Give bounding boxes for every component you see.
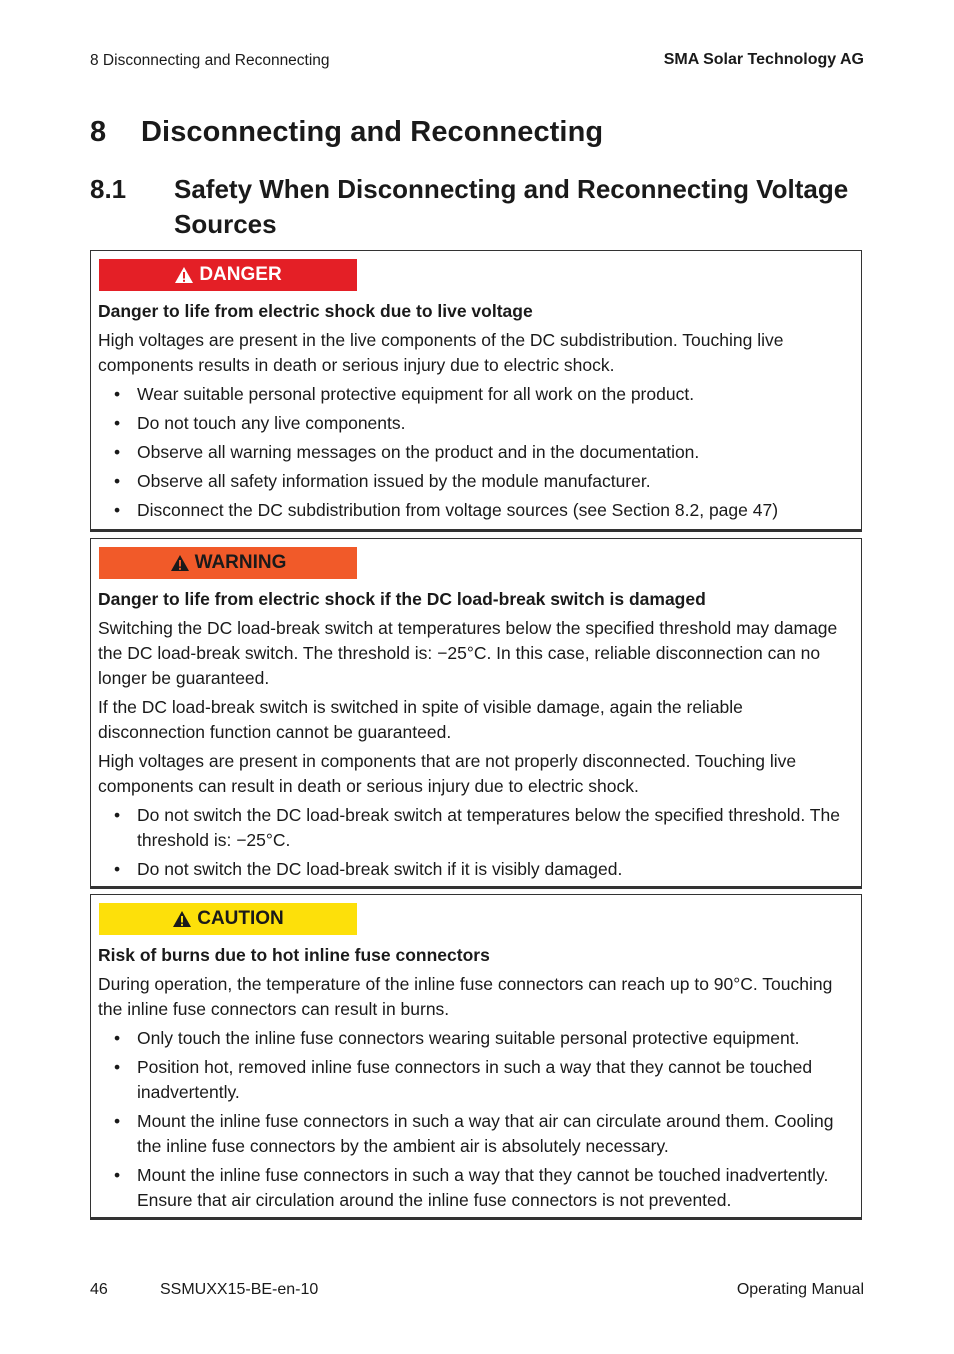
danger-paragraph: High voltages are present in the live components of the DC subdistribution. Touching live components results in death or serious injury due to electric shock. — [98, 330, 784, 375]
warning-title: Danger to life from electric shock if the DC load-break switch is damaged — [98, 589, 706, 609]
danger-title: Danger to life from electric shock due to live voltage — [98, 301, 533, 321]
chapter-heading — [90, 116, 603, 149]
section-number: 8.1 — [90, 174, 127, 204]
list-item: • Observe all safety information issued by the module manufacturer. — [98, 469, 851, 494]
running-header-section: 8 Disconnecting and Reconnecting — [90, 52, 330, 69]
warning-badge — [99, 547, 357, 579]
chapter-title: Disconnecting and Reconnecting — [141, 116, 604, 148]
list-item: • Do not switch the DC load-break switch if it is visibly damaged. — [98, 857, 851, 882]
warning-triangle-icon — [174, 266, 194, 284]
warning-triangle-icon — [172, 910, 192, 928]
running-header-company: SMA Solar Technology AG — [663, 51, 864, 68]
warning-paragraph: If the DC load-break switch is switched in spite of visible damage, again the reliable disconnection function cannot be guaranteed. — [98, 697, 743, 742]
list-item: • Disconnect the DC subdistribution from voltage sources (see Section 8.2, page 47) — [98, 498, 851, 523]
caution-title: Risk of burns due to hot inline fuse connectors — [98, 945, 490, 965]
document-id: SSMUXX15-BE-en-10 — [160, 1281, 319, 1298]
caution-label: CAUTION — [197, 908, 284, 929]
warning-list — [98, 803, 851, 882]
list-item: • Do not switch the DC load-break switch at temperatures below the specified threshold. The threshold is: −25°C. — [98, 803, 851, 853]
list-item: • Mount the inline fuse connectors in such a way that they cannot be touched inadvertently. Ensure that air circulation around the inline fuse connectors is not prevented. — [98, 1163, 851, 1213]
danger-notice — [90, 250, 862, 530]
list-item: • Do not touch any live components. — [98, 411, 851, 436]
list-item: • Mount the inline fuse connectors in such a way that air can circulate around them. Cooling the inline fuse connectors by the ambient air is absolutely necessary. — [98, 1109, 851, 1159]
section-heading — [90, 172, 870, 242]
danger-badge — [99, 259, 357, 291]
danger-list — [98, 382, 851, 523]
chapter-number: 8 — [90, 116, 107, 148]
caution-badge — [99, 903, 357, 935]
warning-notice — [90, 538, 862, 887]
caution-paragraph: During operation, the temperature of the inline fuse connectors can reach up to 90°C. Touching the inline fuse connectors can result in burns. — [98, 974, 833, 1019]
caution-list — [98, 1026, 851, 1213]
page-number: 46 — [90, 1281, 108, 1298]
section-title: Safety When Disconnecting and Reconnecting Voltage Sources — [174, 174, 849, 239]
warning-paragraph: High voltages are present in components that are not properly disconnected. Touching live components can result in death or serious injury due to electric shock. — [98, 751, 797, 796]
warning-triangle-icon — [170, 554, 190, 572]
list-item: • Wear suitable personal protective equipment for all work on the product. — [98, 382, 851, 407]
warning-paragraph: Switching the DC load-break switch at temperatures below the specified threshold may damage the DC load-break switch. The threshold is: −25°C. In this case, reliable disconnection can no longer be guaranteed. — [98, 618, 838, 688]
warning-label: WARNING — [194, 552, 287, 573]
list-item: • Position hot, removed inline fuse connectors in such a way that they cannot be touched inadvertently. — [98, 1055, 851, 1105]
manual-type: Operating Manual — [736, 1281, 864, 1298]
danger-label: DANGER — [199, 264, 282, 285]
list-item: • Only touch the inline fuse connectors wearing suitable personal protective equipment. — [98, 1026, 851, 1051]
list-item: • Observe all warning messages on the product and in the documentation. — [98, 440, 851, 465]
caution-notice — [90, 894, 862, 1218]
